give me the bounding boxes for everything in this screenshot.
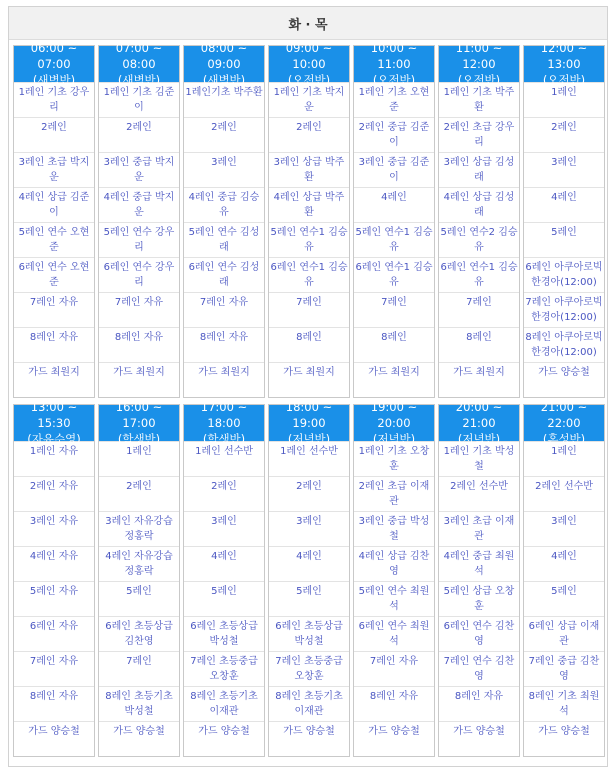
time-slot-header [99,41,179,87]
lane-cell: 5레인 연수 최원석 [354,581,434,616]
lane-cell: 5레인 [99,581,179,616]
lane-cell: 4레인 자유 [14,546,94,581]
lane-cell: 8레인 [439,327,519,362]
lane-cell: 7레인 자유 [99,292,179,327]
lane-cell: 4레인 상급 김찬영 [354,546,434,581]
lane-cell: 8레인 초등기초 이재관 [184,686,264,721]
lane-cell: 1레인 기초 박성철 [439,441,519,476]
time-range: 21:00 ~ 22:00 [540,400,588,430]
lane-cell: 6레인 아쿠아로빅 한경아(12:00) [524,257,604,292]
lane-cell: 6레인 연수1 김승유 [354,257,434,292]
lane-cell: 3레인 [184,511,264,546]
time-slot-header [269,41,349,87]
guard-cell: 가드 최원지 [14,362,94,397]
lane-cell: 5레인 연수1 김승유 [269,222,349,257]
lane-cell: 5레인 [524,581,604,616]
time-slot-column [353,400,435,757]
guard-cell: 가드 양승철 [439,721,519,756]
lane-cell: 5레인 연수2 김승유 [439,222,519,257]
class-group: (새벽반) [117,73,161,87]
schedule-title: 화 · 목 [9,7,607,40]
time-slot-header [439,41,519,87]
class-group: (저녁반) [372,432,416,446]
lane-cell: 3레인 중급 김준이 [354,152,434,187]
time-slot-header [99,400,179,446]
lane-cell: 8레인 초등기초 이재관 [269,686,349,721]
lane-cell: 5레인 [184,581,264,616]
lane-cell: 1레인기초 박주환 [184,82,264,117]
lane-cell: 4레인 [269,546,349,581]
time-range: 20:00 ~ 21:00 [455,400,503,430]
time-slot-header [524,400,604,446]
lane-cell: 3레인 중급 박지운 [99,152,179,187]
lane-cell: 7레인 초등중급 오창훈 [184,651,264,686]
lane-cell: 5레인 자유 [14,581,94,616]
guard-cell: 가드 최원지 [99,362,179,397]
class-group: (저녁반) [457,432,501,446]
lane-cell: 6레인 연수 오현준 [14,257,94,292]
lane-cell: 3레인 [524,152,604,187]
morning-section [13,41,605,398]
lane-cell: 7레인 아쿠아로빅 한경아(12:00) [524,292,604,327]
time-slot-header [354,41,434,87]
lane-cell: 8레인 [269,327,349,362]
class-group: (자유수영) [27,432,81,446]
lane-cell: 1레인 [524,82,604,117]
lane-cell: 7레인 중급 김찬영 [524,651,604,686]
lane-cell: 2레인 선수반 [524,476,604,511]
time-slot-column [523,400,605,757]
lane-cell: 4레인 [184,546,264,581]
guard-cell: 가드 양승철 [269,721,349,756]
lane-cell: 2레인 [99,117,179,152]
guard-cell: 가드 최원지 [269,362,349,397]
time-slot-header [524,41,604,87]
lane-cell: 8레인 자유 [354,686,434,721]
class-group: (오전반) [457,73,501,87]
time-slot-column [523,41,605,398]
time-slot-header [439,400,519,446]
lane-cell: 4레인 [524,546,604,581]
lane-cell: 7레인 자유 [354,651,434,686]
lane-cell: 1레인 기초 김준이 [99,82,179,117]
lane-cell: 1레인 기초 박주환 [439,82,519,117]
lane-cell: 1레인 선수반 [184,441,264,476]
lane-cell: 3레인 중급 박성철 [354,511,434,546]
lane-cell: 5레인 [524,222,604,257]
lane-cell: 7레인 초등중급 오창훈 [269,651,349,686]
time-slot-column [268,41,350,398]
time-slot-column [98,41,180,398]
lane-cell: 7레인 자유 [14,292,94,327]
lane-cell: 1레인 기초 오현준 [354,82,434,117]
lane-cell: 5레인 연수 김성래 [184,222,264,257]
lane-cell: 7레인 연수 김찬영 [439,651,519,686]
time-slot-header [184,400,264,446]
lane-cell: 4레인 중급 최원석 [439,546,519,581]
guard-cell: 가드 양승철 [354,721,434,756]
guard-cell: 가드 양승철 [524,362,604,397]
lane-cell: 7레인 [269,292,349,327]
lane-cell: 2레인 [269,476,349,511]
time-slot-header [14,41,94,87]
lane-cell: 6레인 연수 김찬영 [439,616,519,651]
lane-cell: 2레인 [184,476,264,511]
afternoon-section [13,400,605,757]
time-slot-header [354,400,434,446]
lane-cell: 6레인 연수1 김승유 [269,257,349,292]
lane-cell: 8레인 아쿠아로빅 한경아(12:00) [524,327,604,362]
lane-cell: 3레인 초급 이재관 [439,511,519,546]
lane-cell: 2레인 초급 강우리 [439,117,519,152]
time-slot-column [353,41,435,398]
lane-cell: 1레인 기초 강우리 [14,82,94,117]
lane-cell: 8레인 초등기초 박성철 [99,686,179,721]
class-group: (새벽반) [32,73,76,87]
lane-cell: 6레인 초등상급 박성철 [269,616,349,651]
lane-cell: 2레인 [14,117,94,152]
lane-cell: 4레인 상급 박주환 [269,187,349,222]
guard-cell: 가드 양승철 [524,721,604,756]
lane-cell: 7레인 [99,651,179,686]
lane-cell: 3레인 [184,152,264,187]
lane-cell: 3레인 상급 김성래 [439,152,519,187]
lane-cell: 5레인 연수 오현준 [14,222,94,257]
guard-cell: 가드 최원지 [184,362,264,397]
class-group: (오전반) [372,73,416,87]
guard-cell: 가드 양승철 [184,721,264,756]
lane-cell: 6레인 연수1 김승유 [439,257,519,292]
time-slot-header [269,400,349,446]
time-range: 16:00 ~ 17:00 [115,400,163,430]
time-range: 18:00 ~ 19:00 [285,400,333,430]
time-range: 10:00 ~ 11:00 [370,41,418,71]
lane-cell: 2레인 [184,117,264,152]
lane-cell: 2레인 선수반 [439,476,519,511]
lane-cell: 2레인 [524,117,604,152]
lane-cell: 4레인 [524,187,604,222]
lane-cell: 8레인 자유 [439,686,519,721]
lane-cell: 1레인 [99,441,179,476]
class-group: (학생반) [202,432,246,446]
time-slot-column [13,41,95,398]
class-group: (학생반) [117,432,161,446]
lane-cell: 4레인 중급 박지운 [99,187,179,222]
lane-cell: 2레인 초급 이재관 [354,476,434,511]
lane-cell: 6레인 초등상급 박성철 [184,616,264,651]
lane-cell: 8레인 [354,327,434,362]
lane-cell: 7레인 [439,292,519,327]
time-slot-header [14,400,94,446]
lane-cell: 3레인 초급 박지운 [14,152,94,187]
lane-cell: 1레인 기초 박지운 [269,82,349,117]
class-group: (새벽반) [202,73,246,87]
lane-cell: 8레인 자유 [99,327,179,362]
lane-cell: 2레인 [99,476,179,511]
lane-cell: 6레인 연수 최원석 [354,616,434,651]
lane-cell: 4레인 상급 김성래 [439,187,519,222]
time-slot-column [183,400,265,757]
lane-cell: 3레인 [269,511,349,546]
lane-cell: 6레인 초등상급 김찬영 [99,616,179,651]
lane-cell: 4레인 [354,187,434,222]
lane-cell: 7레인 자유 [14,651,94,686]
guard-cell: 가드 최원지 [439,362,519,397]
lane-cell: 2레인 중급 김준이 [354,117,434,152]
time-range: 06:00 ~ 07:00 [30,41,78,71]
lane-cell: 5레인 연수 강우리 [99,222,179,257]
time-range: 13:00 ~ 15:30 [30,400,78,430]
lane-cell: 8레인 자유 [14,327,94,362]
time-slot-column [183,41,265,398]
guard-cell: 가드 양승철 [99,721,179,756]
lane-cell: 1레인 [524,441,604,476]
guard-cell: 가드 양승철 [14,721,94,756]
time-range: 11:00 ~ 12:00 [455,41,503,71]
time-slot-column [268,400,350,757]
lane-cell: 1레인 자유 [14,441,94,476]
lane-cell: 8레인 자유 [14,686,94,721]
time-range: 08:00 ~ 09:00 [200,41,248,71]
time-slot-column [438,400,520,757]
lane-cell: 6레인 상급 이재관 [524,616,604,651]
lane-cell: 8레인 기초 최원석 [524,686,604,721]
lane-cell: 3레인 자유 [14,511,94,546]
time-range: 12:00 ~ 13:00 [540,41,588,71]
time-range: 07:00 ~ 08:00 [115,41,163,71]
time-slot-column [98,400,180,757]
lane-cell: 6레인 자유 [14,616,94,651]
lane-cell: 7레인 [354,292,434,327]
lane-cell: 4레인 중급 김승유 [184,187,264,222]
lane-cell: 3레인 자유강습 정홍락 [99,511,179,546]
lane-cell: 7레인 자유 [184,292,264,327]
time-range: 09:00 ~ 10:00 [285,41,333,71]
lane-cell: 5레인 [269,581,349,616]
class-group: (저녁반) [287,432,331,446]
lane-cell: 2레인 [269,117,349,152]
lane-cell: 6레인 연수 김성래 [184,257,264,292]
lane-cell: 1레인 선수반 [269,441,349,476]
lane-cell: 6레인 연수 강우리 [99,257,179,292]
time-slot-column [438,41,520,398]
class-group: (혼성반) [542,432,586,446]
time-slot-column [13,400,95,757]
lane-cell: 2레인 자유 [14,476,94,511]
time-range: 17:00 ~ 18:00 [200,400,248,430]
lane-cell: 5레인 상급 오창훈 [439,581,519,616]
lane-cell: 5레인 연수1 김승유 [354,222,434,257]
guard-cell: 가드 최원지 [354,362,434,397]
schedule-panel [8,6,608,767]
time-slot-header [184,41,264,87]
class-group: (오전반) [287,73,331,87]
time-range: 19:00 ~ 20:00 [370,400,418,430]
lane-cell: 8레인 자유 [184,327,264,362]
lane-cell: 4레인 상급 김준이 [14,187,94,222]
class-group: (오전반) [542,73,586,87]
lane-cell: 1레인 기초 오창훈 [354,441,434,476]
lane-cell: 3레인 상급 박주환 [269,152,349,187]
lane-cell: 3레인 [524,511,604,546]
lane-cell: 4레인 자유강습 정홍락 [99,546,179,581]
